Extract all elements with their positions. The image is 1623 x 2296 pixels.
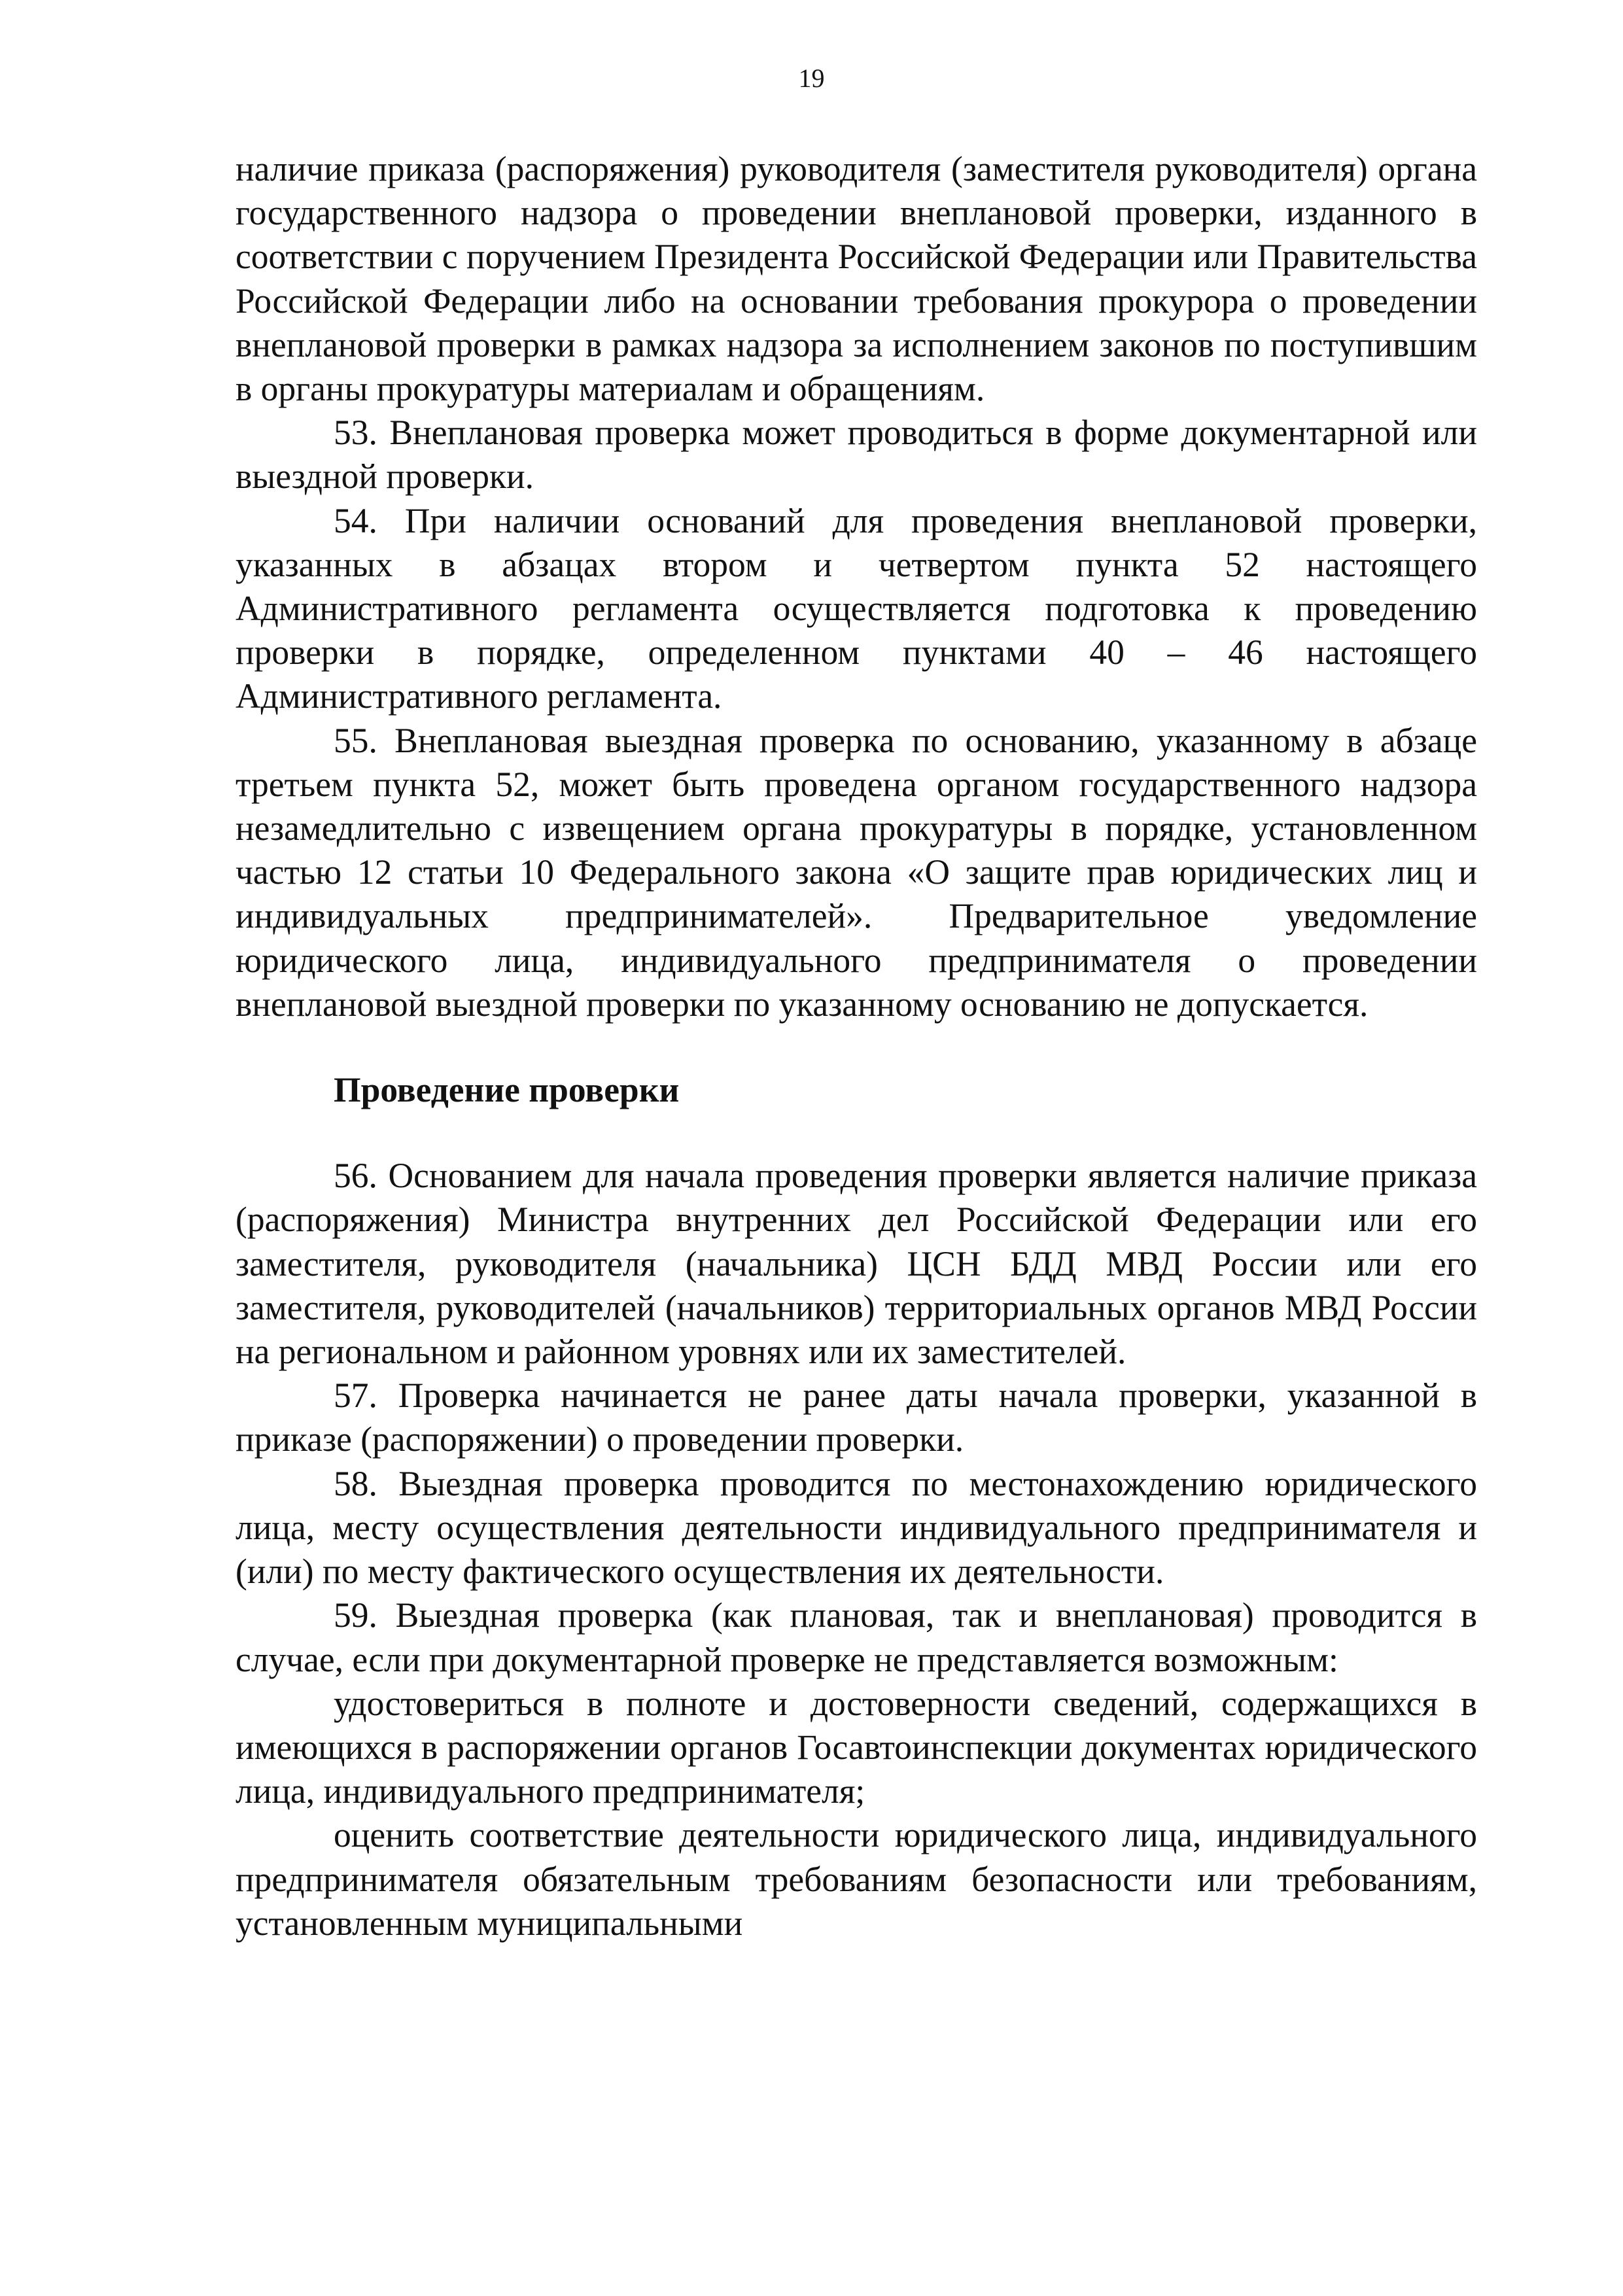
section-heading: Проведение проверки bbox=[334, 1070, 680, 1110]
paragraph-57: 57. Проверка начинается не ранее даты начала проверки, указанной в приказе (распоряжении) о проведении проверки. bbox=[236, 1376, 1477, 1459]
paragraph-56: 56. Основанием для начала проведения проверки является наличие приказа (распоряжения) Министра внутренних дел Российской Федерации или его заместителя, руководителя (начальника) ЦСН БДД МВД России или его заместителя, руководителей (начальников) территориальных органов МВД России на региональном и районном уровнях или их заместителей. bbox=[236, 1156, 1477, 1372]
paragraph-55: 55. Внеплановая выездная проверка по основанию, указанному в абзаце третьем пункта 52, может быть проведена органом государственного надзора незамедлительно с извещением органа прокуратуры в порядке, установленном частью 12 статьи 10 Федерального закона «О защите прав юридических лиц и индивидуальных предпринимателей». Предварительное уведомление юридического лица, индивидуального предпринимателя о проведении внеплановой выездной проверки по указанному основанию не допускается. bbox=[236, 720, 1477, 1024]
paragraph-continuation: наличие приказа (распоряжения) руководителя (заместителя руководителя) органа государственного надзора о проведении внеплановой проверки, изданного в соответствии с поручением Президента Российской Федерации или Правительства Российской Федерации либо на основании требования прокурора о проведении внеплановой проверки в рамках надзора за исполнением законов по поступившим в органы прокуратуры материалам и обращениям. bbox=[236, 149, 1477, 409]
paragraph-58: 58. Выездная проверка проводится по местонахождению юридического лица, месту осуществления деятельности индивидуального предпринимателя и (или) по месту фактического осуществления их деятельности. bbox=[236, 1463, 1477, 1592]
document-body bbox=[236, 147, 1477, 1945]
page-number: 19 bbox=[798, 63, 825, 93]
list-item-verify: удостовериться в полноте и достоверности сведений, содержащихся в имеющихся в распоряжении органов Госавтоинспекции документах юридического лица, индивидуального предпринимателя; bbox=[236, 1683, 1477, 1811]
paragraph-54: 54. При наличии оснований для проведения внеплановой проверки, указанных в абзацах втором и четвертом пункта 52 настоящего Административного регламента осуществляется подготовка к проведению проверки в порядке, определенном пунктами 40 – 46 настоящего Административного регламента. bbox=[236, 500, 1477, 716]
list-item-assess: оценить соответствие деятельности юридического лица, индивидуального предпринимателя обязательным требованиям безопасности или требованиям, установленным муниципальными bbox=[236, 1815, 1477, 1943]
paragraph-53: 53. Внеплановая проверка может проводиться в форме документарной или выездной проверки. bbox=[236, 413, 1477, 496]
paragraph-59: 59. Выездная проверка (как плановая, так и внеплановая) проводится в случае, если при документарной проверке не представляется возможным: bbox=[236, 1595, 1477, 1679]
